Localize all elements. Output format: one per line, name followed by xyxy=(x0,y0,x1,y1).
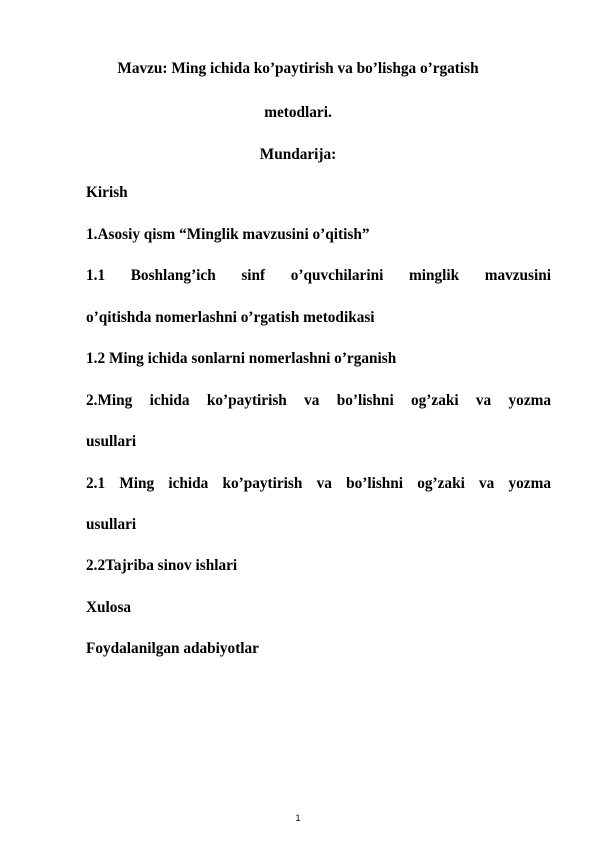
contents-heading: Mundarija: xyxy=(259,146,337,163)
toc-item-1-1-line-2: o’qitishda nomerlashni o’rgatish metodikasi xyxy=(86,309,375,326)
toc-item-2-line-2: usullari xyxy=(86,433,137,450)
page-number: 1 xyxy=(295,813,301,823)
toc-item-2-line-1: 2.Ming ichida ko’paytirish va bo’lishni og’zaki va yozma xyxy=(86,392,551,409)
toc-item-1-1-line-1: 1.1 Boshlang’ich sinf o’quvchilarini minglik mavzusini xyxy=(86,267,551,284)
toc-item-1: 1.Asosiy qism “Minglik mavzusini o’qitish” xyxy=(86,226,370,243)
toc-item-2-2: 2.2Tajriba sinov ishlari xyxy=(86,557,238,574)
toc-item-references: Foydalanilgan adabiyotlar xyxy=(86,640,259,657)
document-title-line-2: metodlari. xyxy=(264,104,332,121)
toc-item-2-1-line-1: 2.1 Ming ichida ko’paytirish va bo’lishni og’zaki va yozma xyxy=(86,475,551,492)
toc-item-2-1-line-2: usullari xyxy=(86,516,137,533)
toc-item-conclusion: Xulosa xyxy=(86,599,132,616)
document-title-line-1: Mavzu: Ming ichida ko’paytirish va bo’lishga o’rgatish xyxy=(117,60,479,77)
toc-item-intro: Kirish xyxy=(86,184,128,201)
toc-item-1-2: 1.2 Ming ichida sonlarni nomerlashni o’rganish xyxy=(86,350,397,367)
